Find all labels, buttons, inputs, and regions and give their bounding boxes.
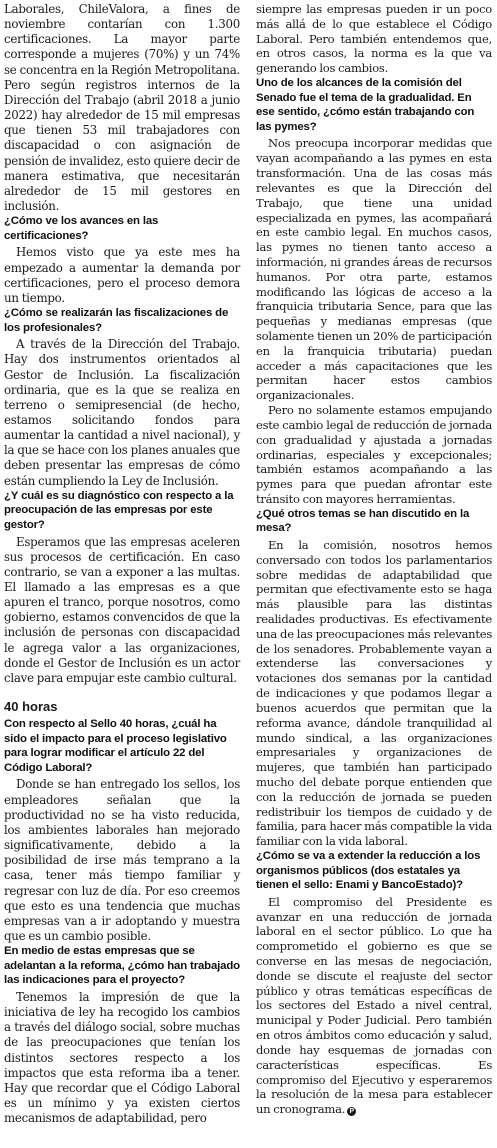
paragraph: El compromiso del Presidente es avanzar en una reducción de jornada laboral en el sector público. Lo que ha comprometido el gobierno es que se converse en las mesas de negociación, donde se discute el reajuste del sector público y otras temáticas específicas de los sectores del Estado a nivel central, municipal y Poder Judicial. Pero también en otros ámbitos como educación y salud, donde hay esquemas de jornadas con características específicas. Es compromiso del Ejecutivo y esperaremos la resolución de la mesa para establecer un cronograma. P — [256, 894, 492, 1117]
interview-question: En medio de estas empresas que se adelantan a la reforma, ¿cómo han trabajado las indicaciones para el proyecto? — [4, 945, 240, 987]
paragraph: Esperamos que las empresas aceleren sus procesos de certificación. En caso contrario, se van a exponer a las multas. El llamado a las empresas es a que apuren el tranco, porque nosotros, como gobierno, estamos convencidos de que la inclusión de personas con discapacidad le agrega valor a las organizaciones, donde el Gestor de Inclusión es un actor clave para empujar este cambio cultural. — [4, 534, 240, 685]
article-column-right — [256, 2, 492, 1117]
interview-question: ¿Cómo ve los avances en las certificaciones? — [4, 215, 159, 242]
interview-question: ¿Cómo se realizarán las fiscalizaciones de los profesionales? — [4, 307, 229, 334]
interview-question: ¿Y cuál es su diagnóstico con respecto a la preocupación de las empresas por este gestor? — [4, 489, 234, 531]
paragraph: Tenemos la impresión de que la iniciativa de ley ha recogido los cambios a través del diálogo social, sobre muchas de las preocupaciones que tenían los distintos sectores respecto a los impactos que esta reforma iba a tener. Hay que recordar que el Código Laboral es un mínimo y ya existen ciertos mecanismos de adaptabilidad, pero — [4, 989, 240, 1126]
paragraph: siempre las empresas pueden ir un poco más allá de lo que establece el Código Laboral. Pero también entendemos que, en otros casos, la norma es la que va generando los cambios. — [256, 2, 492, 76]
paragraph: Nos preocupa incorporar medidas que vayan acompañando a las pymes en esta transformación. Una de las cosas más relevantes es que la Dirección del Trabajo, que tiene una unidad especializada en pymes, las acompañará en este cambio legal. En muchos casos, las pymes no tienen tanto acceso a información, ni grandes áreas de recursos humanos. Por otra parte, estamos modificando las lógicas de acceso a la franquicia tributaria Sence, para que las pequeñas y medianas empresas (que solamente tienen un 20% de participación en la franquicia tributaria) puedan acceder a más capacitaciones que les permitan hacer estos cambios organizacionales. — [256, 136, 492, 403]
paragraph: Pero no solamente estamos empujando este cambio legal de reducción de jornada con gradualidad y ajustada a jornadas ordinarias, especiales y excepcionales; también estamos acompañando a las pymes para que puedan afrontar este tránsito con mayores herramientas. — [256, 403, 492, 506]
interview-question: Uno de los alcances de la comisión del Senado fue el tema de la gradualidad. En ese sentido, ¿cómo están trabajando con las pymes? — [256, 77, 475, 133]
interview-question: Con respecto al Sello 40 horas, ¿cuál ha sido el impacto para el proceso legislativo para lograr modificar el artículo 22 del Código Laboral? — [4, 718, 227, 774]
paragraph: A través de la Dirección del Trabajo. Hay dos instrumentos orientados al Gestor de Inclusión. La fiscalización ordinaria, que es la que se realiza en terreno o semipresencial (de hecho, estamos solicitando fondos para aumentar la cantidad a nivel nacional), y la que se hace con los planes anuales que deben presentar las empresas de cómo están cumpliendo la Ley de Inclusión. — [4, 337, 240, 488]
end-of-article-icon: P — [347, 1107, 356, 1116]
paragraph: En la comisión, nosotros hemos conversado con todos los parlamentarios sobre medidas de adaptabilidad que permitan que efectivamente esto se haga más plausible para las distintas realidades productivas. Es efectivamente una de las preocupaciones más relevantes de los senadores. Probablemente vayan a extenderse las conversaciones y votaciones dos semanas por la cantidad de indicaciones y que podamos llegar a buenos acuerdos que permitan que la reforma avance, dándole tranquilidad al mundo sindical, a las organizaciones empresariales y organizaciones de mujeres, que también han participado mucho del debate porque entienden que con la reducción de jornada se pueden redistribuir los tiempos de cuidado y de familia, para hacer más compatible la vida familiar con la vida laboral. — [256, 537, 492, 849]
paragraph: Hemos visto que ya este mes ha empezado a aumentar la demanda por certificaciones, pero el proceso demora un tiempo. — [4, 245, 240, 305]
interview-question: ¿Cómo se va a extender la reducción a los organismos públicos (dos estatales ya tienen el sello: Enami y BancoEstado)? — [256, 850, 481, 892]
section-subheading: 40 horas — [4, 699, 58, 715]
interview-question: ¿Qué otros temas se han discutido en la mesa? — [256, 507, 470, 535]
article-column-left — [4, 2, 240, 1126]
paragraph: Donde se han entregado los sellos, los empleadores señalan que la productividad no se ha visto reducida, los ambientes laborales han mejorado significativamente, debido a la posibilidad de irse más temprano a la casa, tener más tiempo familiar y regresar con luz de día. Por eso creemos que esto es una tendencia que muchas empresas van a ir adoptando y muestra que es un cambio posible. — [4, 777, 240, 944]
paragraph: Laborales, ChileValora, a fines de noviembre contarían con 1.300 certificaciones. La mayor parte corresponde a mujeres (70%) y un 74% se concentra en la Región Metropolitana. Pero según registros internos de la Dirección del Trabajo (abril 2018 a junio 2022) hay alrededor de 15 mil empresas que tienen 53 mil trabajadores con discapacidad o con asignación de pensión de invalidez, esto quiere decir de manera estimativa, que necesitarán alrededor de 15 mil gestores en inclusión. — [4, 2, 240, 214]
